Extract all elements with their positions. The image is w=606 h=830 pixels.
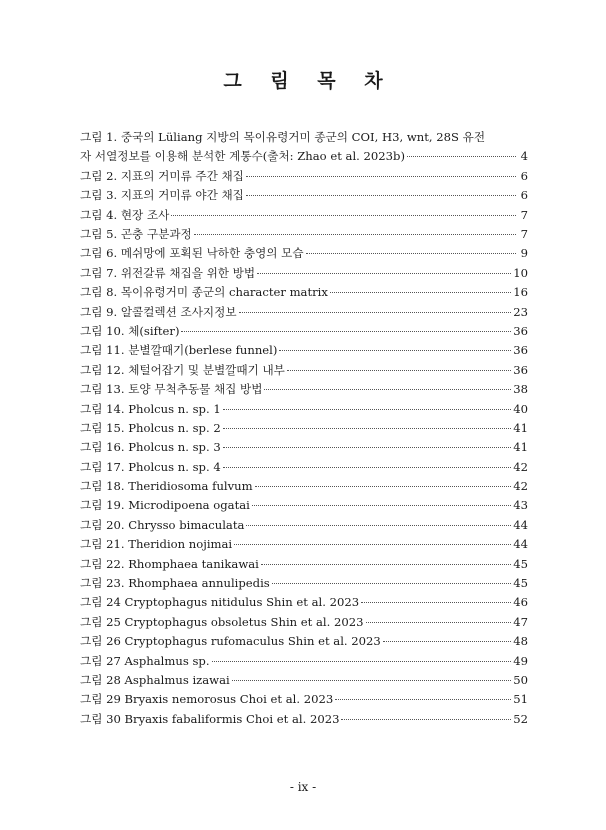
dot-leader — [246, 525, 511, 526]
figure-list — [80, 128, 528, 729]
dot-leader — [212, 661, 512, 662]
toc-entry[interactable] — [80, 438, 528, 457]
toc-entry-label: 그림 27 Asphalmus sp. — [80, 653, 210, 668]
toc-entry-page: 46 — [513, 595, 528, 610]
toc-entry-page: 44 — [513, 517, 528, 532]
toc-entry-page: 42 — [513, 479, 528, 494]
dot-leader — [171, 215, 516, 216]
toc-entry[interactable] — [80, 400, 528, 419]
toc-entry[interactable] — [80, 632, 528, 651]
toc-entry[interactable] — [80, 458, 528, 477]
toc-entry[interactable] — [80, 225, 528, 244]
page-number-footer: - ix - — [289, 780, 317, 794]
toc-entry-page: 45 — [513, 556, 528, 571]
toc-entry[interactable] — [80, 535, 528, 554]
toc-entry[interactable] — [80, 477, 528, 496]
toc-entry-label: 그림 2. 지표의 거미류 주간 채집 — [80, 168, 244, 183]
toc-entry-label: 그림 8. 목이유령거미 종군의 character matrix — [80, 285, 328, 300]
dot-leader — [261, 564, 511, 565]
toc-entry-page: 36 — [513, 362, 528, 377]
toc-entry-label: 그림 17. Pholcus n. sp. 4 — [80, 459, 221, 474]
page-title: 그 림 목 차 — [223, 70, 394, 92]
toc-entry-page: 44 — [513, 537, 528, 552]
toc-entry-label: 그림 7. 위전갈류 채집을 위한 방법 — [80, 265, 256, 280]
toc-entry-label: 그림 14. Pholcus n. sp. 1 — [80, 401, 221, 416]
toc-entry-label: 그림 19. Microdipoena ogatai — [80, 498, 250, 513]
dot-leader — [306, 253, 516, 254]
toc-entry-label: 그림 13. 토양 무척추동물 채집 방법 — [80, 382, 263, 397]
toc-entry-page: 7 — [520, 226, 528, 241]
toc-entry-page: 47 — [513, 614, 528, 629]
toc-entry-page: 4 — [520, 149, 528, 164]
dot-leader — [264, 389, 511, 390]
toc-entry-page: 38 — [513, 382, 528, 397]
toc-entry-page: 7 — [520, 207, 528, 222]
toc-entry[interactable] — [80, 128, 528, 167]
dot-leader — [223, 409, 512, 410]
toc-entry[interactable] — [80, 322, 528, 341]
toc-entry[interactable] — [80, 496, 528, 515]
dot-leader — [366, 622, 512, 623]
toc-entry-page: 6 — [520, 168, 528, 183]
toc-entry-label: 그림 29 Bryaxis nemorosus Choi et al. 2023 — [80, 692, 334, 707]
toc-entry-page: 49 — [513, 653, 528, 668]
toc-entry[interactable] — [80, 419, 528, 438]
toc-entry-label: 그림 3. 지표의 거미류 야간 채집 — [80, 188, 244, 203]
dot-leader — [407, 156, 516, 157]
toc-entry-label: 그림 6. 메쉬망에 포획된 낙하한 충영의 모습 — [80, 246, 304, 261]
toc-entry[interactable] — [80, 361, 528, 380]
toc-entry-label: 그림 30 Bryaxis fabaliformis Choi et al. 2023 — [80, 711, 340, 726]
toc-entry-page: 52 — [513, 711, 528, 726]
dot-leader — [234, 544, 511, 545]
toc-entry[interactable] — [80, 283, 528, 302]
toc-entry-label: 그림 4. 현장 조사 — [80, 207, 170, 222]
toc-entry-label-continued: 자 서열정보를 이용해 분석한 계통수(출처: Zhao et al. 2023b) — [80, 149, 405, 164]
dot-leader — [287, 370, 511, 371]
toc-entry-page: 36 — [513, 343, 528, 358]
dot-leader — [223, 467, 512, 468]
toc-entry[interactable] — [80, 710, 528, 729]
toc-entry-page: 23 — [513, 304, 528, 319]
toc-entry[interactable] — [80, 167, 528, 186]
toc-entry-label: 그림 26 Cryptophagus rufomaculus Shin et al. 2023 — [80, 634, 381, 649]
dot-leader — [181, 331, 511, 332]
toc-entry[interactable] — [80, 652, 528, 671]
dot-leader — [239, 312, 512, 313]
dot-leader — [232, 680, 512, 681]
toc-entry-label: 그림 12. 체털어잡기 및 분별깔때기 내부 — [80, 362, 285, 377]
toc-entry[interactable] — [80, 593, 528, 612]
toc-entry-label: 그림 5. 곤충 구분과정 — [80, 226, 192, 241]
dot-leader — [246, 195, 516, 196]
toc-entry-page: 42 — [513, 459, 528, 474]
toc-entry[interactable] — [80, 574, 528, 593]
toc-entry-label: 그림 15. Pholcus n. sp. 2 — [80, 420, 221, 435]
toc-entry-page: 10 — [513, 265, 528, 280]
toc-entry-label: 그림 22. Rhomphaea tanikawai — [80, 556, 259, 571]
dot-leader — [252, 505, 511, 506]
dot-leader — [223, 447, 512, 448]
toc-entry-page: 41 — [513, 440, 528, 455]
dot-leader — [194, 234, 516, 235]
toc-entry-label: 그림 11. 분별깔때기(berlese funnel) — [80, 343, 278, 358]
toc-entry-page: 50 — [513, 672, 528, 687]
toc-entry[interactable] — [80, 264, 528, 283]
toc-entry-page: 40 — [513, 401, 528, 416]
toc-entry-label: 그림 16. Pholcus n. sp. 3 — [80, 440, 221, 455]
toc-entry-label: 그림 9. 알콜컬렉션 조사지정보 — [80, 304, 237, 319]
dot-leader — [361, 602, 511, 603]
toc-entry-page: 36 — [513, 323, 528, 338]
toc-entry-label: 그림 21. Theridion nojimai — [80, 537, 233, 552]
dot-leader — [341, 719, 511, 720]
toc-entry-page: 45 — [513, 576, 528, 591]
toc-entry[interactable] — [80, 690, 528, 709]
toc-entry-page: 43 — [513, 498, 528, 513]
toc-entry[interactable] — [80, 206, 528, 225]
toc-entry-label: 그림 20. Chrysso bimaculata — [80, 517, 245, 532]
dot-leader — [223, 428, 512, 429]
toc-entry-label: 그림 10. 체(sifter) — [80, 323, 180, 338]
toc-entry-page: 48 — [513, 634, 528, 649]
toc-entry[interactable] — [80, 555, 528, 574]
toc-entry-label: 그림 18. Theridiosoma fulvum — [80, 479, 253, 494]
toc-entry-page: 41 — [513, 420, 528, 435]
toc-entry[interactable] — [80, 244, 528, 263]
dot-leader — [246, 176, 516, 177]
dot-leader — [257, 273, 511, 274]
toc-entry[interactable] — [80, 380, 528, 399]
toc-entry[interactable] — [80, 186, 528, 205]
toc-entry-label: 그림 25 Cryptophagus obsoletus Shin et al. 2023 — [80, 614, 364, 629]
toc-entry[interactable] — [80, 671, 528, 690]
toc-entry[interactable] — [80, 516, 528, 535]
toc-entry-label: 그림 1. 중국의 Lüliang 지방의 목이유령거미 종군의 COI, H3, wnt, 28S 유전 — [80, 130, 486, 144]
dot-leader — [272, 583, 512, 584]
toc-entry-page: 6 — [520, 188, 528, 203]
toc-entry-page: 9 — [520, 246, 528, 261]
toc-entry-label: 그림 24 Cryptophagus nitidulus Shin et al. 2023 — [80, 595, 360, 610]
dot-leader — [330, 292, 511, 293]
toc-entry[interactable] — [80, 613, 528, 632]
toc-entry-page: 16 — [513, 285, 528, 300]
dot-leader — [383, 641, 511, 642]
toc-entry-page: 51 — [513, 692, 528, 707]
dot-leader — [279, 350, 511, 351]
toc-entry[interactable] — [80, 303, 528, 322]
toc-entry-label: 그림 28 Asphalmus izawai — [80, 672, 230, 687]
dot-leader — [255, 486, 512, 487]
toc-entry-label: 그림 23. Rhomphaea annulipedis — [80, 576, 270, 591]
toc-entry[interactable] — [80, 341, 528, 360]
dot-leader — [335, 699, 511, 700]
